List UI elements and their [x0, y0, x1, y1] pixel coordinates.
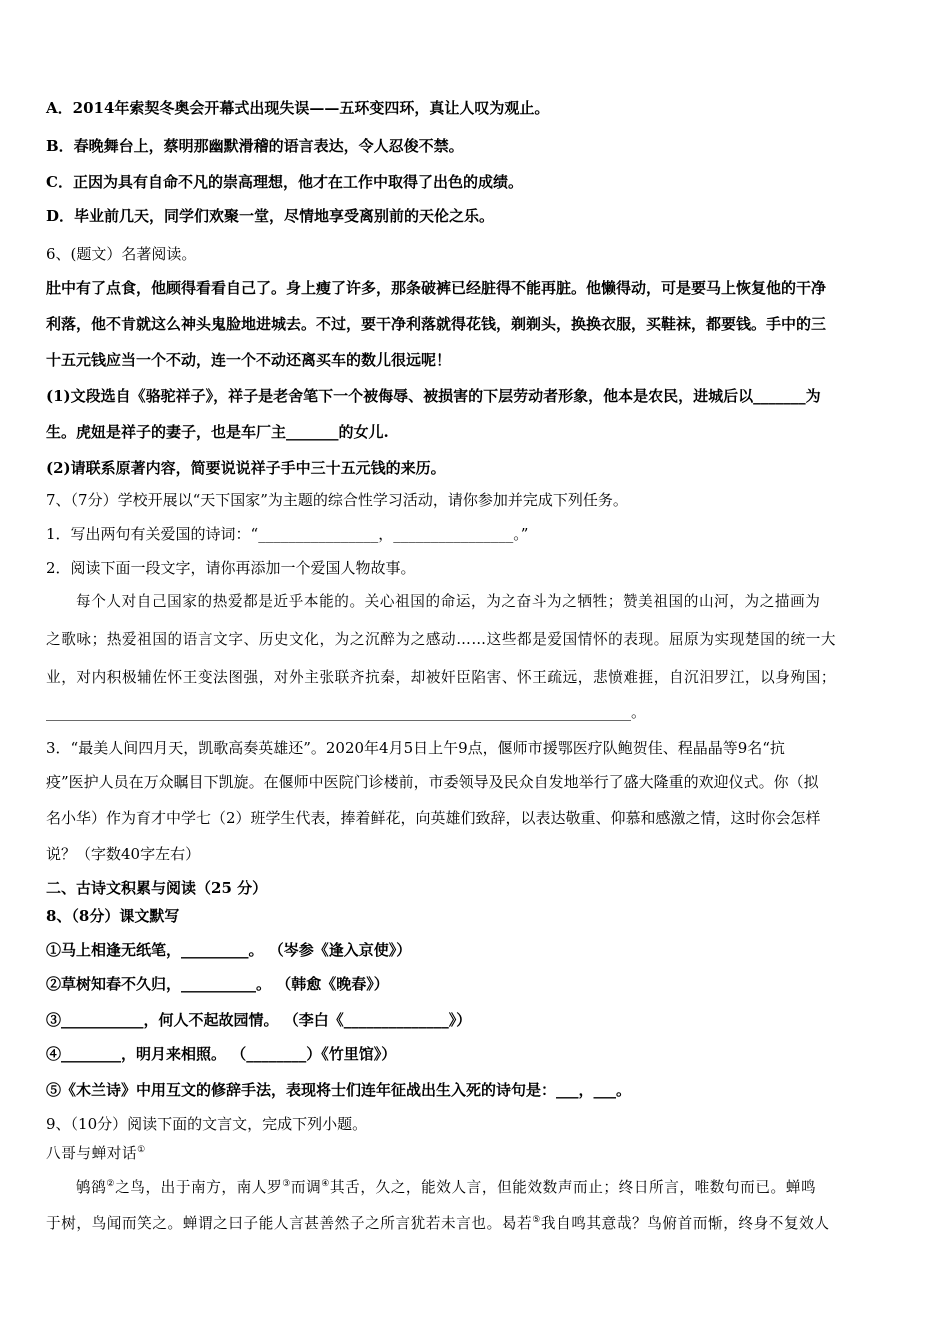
q6-sub2: (2)请联系原著内容，简要说说祥子手中三十五元钱的来历。	[46, 459, 446, 477]
passage-text: 鸲鹆	[76, 1179, 107, 1196]
q8-item-1: ①马上相逢无纸笔，_________。 （岑参《逢入京使》）	[46, 941, 412, 959]
q6-sub1-line-1: (1)文段选自《骆驼祥子》，祥子是老舍笔下一个被侮辱、被损害的下层劳动者形象，他本是农民，进城后以_______为	[46, 387, 821, 405]
q5-option-d: D．毕业前几天，同学们欢聚一堂，尽情地享受离别前的天伦之乐。	[46, 207, 495, 225]
q9-passage-title	[46, 1144, 146, 1164]
passage-text: 我自鸣其意哉？鸟俯首而惭，终身不复效人	[540, 1215, 830, 1232]
footnote-5: ⑤	[532, 1215, 541, 1226]
passage-title-text: 八哥与蝉对话	[46, 1145, 138, 1162]
q7-passage-line-2: 之歌咏；热爱祖国的语言文字、历史文化，为之沉醉为之感动……这些都是爱国情怀的表现。屈原为实现楚国的统一大	[46, 631, 837, 648]
footnote-1: ①	[137, 1145, 146, 1156]
section-2-heading: 二、古诗文积累与阅读（25 分）	[46, 879, 268, 897]
footnote-4: ④	[321, 1179, 330, 1190]
q7-answer-line: ______________________________________________________________________________。	[46, 703, 647, 721]
q6-title: 6、(题文）名著阅读。	[46, 245, 197, 263]
passage-text: 其舌，久之，能效人言，但能效数声而止；终日所言，唯数句而已。蝉鸣	[329, 1179, 817, 1196]
q6-passage-line-2: 利落，他不肯就这么神头鬼脸地进城去。不过，要干净利落就得花钱，剃剃头，换换衣服，买鞋袜，都要钱。手中的三	[46, 315, 827, 333]
q9-passage-line-2	[46, 1214, 830, 1234]
passage-text: 而调	[290, 1179, 322, 1196]
q8-title: 8、（8分）课文默写	[46, 907, 180, 925]
q6-sub1-line-2: 生。虎妞是祥子的妻子，也是车厂主_______的女儿.	[46, 423, 389, 441]
q7-passage-line-1: 每个人对自己国家的热爱都是近乎本能的。关心祖国的命运，为之奋斗为之牺牲；赞美祖国的山河，为之描画为	[76, 593, 821, 610]
q9-passage-line-1	[46, 1178, 816, 1198]
passage-text: 之鸟，出于南方，南人罗	[115, 1179, 283, 1196]
q6-passage-line-1: 肚中有了点食，他顾得看看自己了。身上瘦了许多，那条破裤已经脏得不能再脏。他懒得动，可是要马上恢复他的干净	[46, 279, 827, 297]
q9-title: 9、（10分）阅读下面的文言文，完成下列小题。	[46, 1115, 368, 1133]
q7-task3-line-3: 名小华）作为育才中学七（2）班学生代表，捧着鲜花，向英雄们致辞，以表达敬重、仰慕和感激之情，这时你会怎样	[46, 809, 821, 827]
q7-task2: 2．阅读下面一段文字，请你再添加一个爱国人物故事。	[46, 559, 416, 577]
q8-item-2: ②草树知春不久归，__________。 （韩愈《晚春》）	[46, 975, 389, 993]
passage-text: 于树，鸟闻而笑之。蝉谓之曰子能人言甚善然子之所言犹若未言也。曷若	[46, 1215, 533, 1232]
q7-task3-line-1: 3．“最美人间四月天，凯歌高奏英雄还”。2020年4月5日上午9点，偃师市援鄂医疗队鲍贺佳、程晶晶等9名“抗	[46, 739, 785, 757]
q8-item-5: ⑤《木兰诗》中用互文的修辞手法，表现将士们连年征战出生入死的诗句是：___，___。	[46, 1081, 632, 1099]
q8-item-4: ④________，明月来相照。 （________）《竹里馆》）	[46, 1045, 397, 1063]
q5-option-b: B．春晚舞台上，蔡明那幽默滑稽的语言表达，令人忍俊不禁。	[46, 137, 464, 155]
footnote-3: ③	[282, 1179, 291, 1190]
q7-task3-line-2: 疫”医护人员在万众瞩目下凯旋。在偃师中医院门诊楼前，市委领导及民众自发地举行了盛大隆重的欢迎仪式。你（拟	[46, 773, 819, 791]
q7-title: 7、（7分）学校开展以“天下国家”为主题的综合性学习活动，请你参加并完成下列任务。	[46, 491, 628, 509]
footnote-2: ②	[106, 1179, 116, 1190]
q5-option-a: A．2014年索契冬奥会开幕式出现失误——五环变四环，真让人叹为观止。	[46, 99, 550, 117]
q8-item-3: ③___________，何人不起故园情。 （李白《______________》）	[46, 1011, 472, 1029]
q7-passage-line-3: 业，对内积极辅佐怀王变法图强，对外主张联齐抗秦，却被奸臣陷害、怀王疏远，悲愤难捱，自沉汨罗江，以身殉国；	[46, 669, 837, 686]
q6-passage-line-3: 十五元钱应当一个不动，连一个不动还离买车的数儿很远呢！	[46, 351, 452, 369]
q5-option-c: C．正因为具有自命不凡的崇高理想，他才在工作中取得了出色的成绩。	[46, 173, 523, 191]
q7-task1: 1．写出两句有关爱国的诗词：“________________，________________。”	[46, 525, 529, 543]
q7-task3-line-4: 说？（字数40字左右）	[46, 845, 201, 863]
